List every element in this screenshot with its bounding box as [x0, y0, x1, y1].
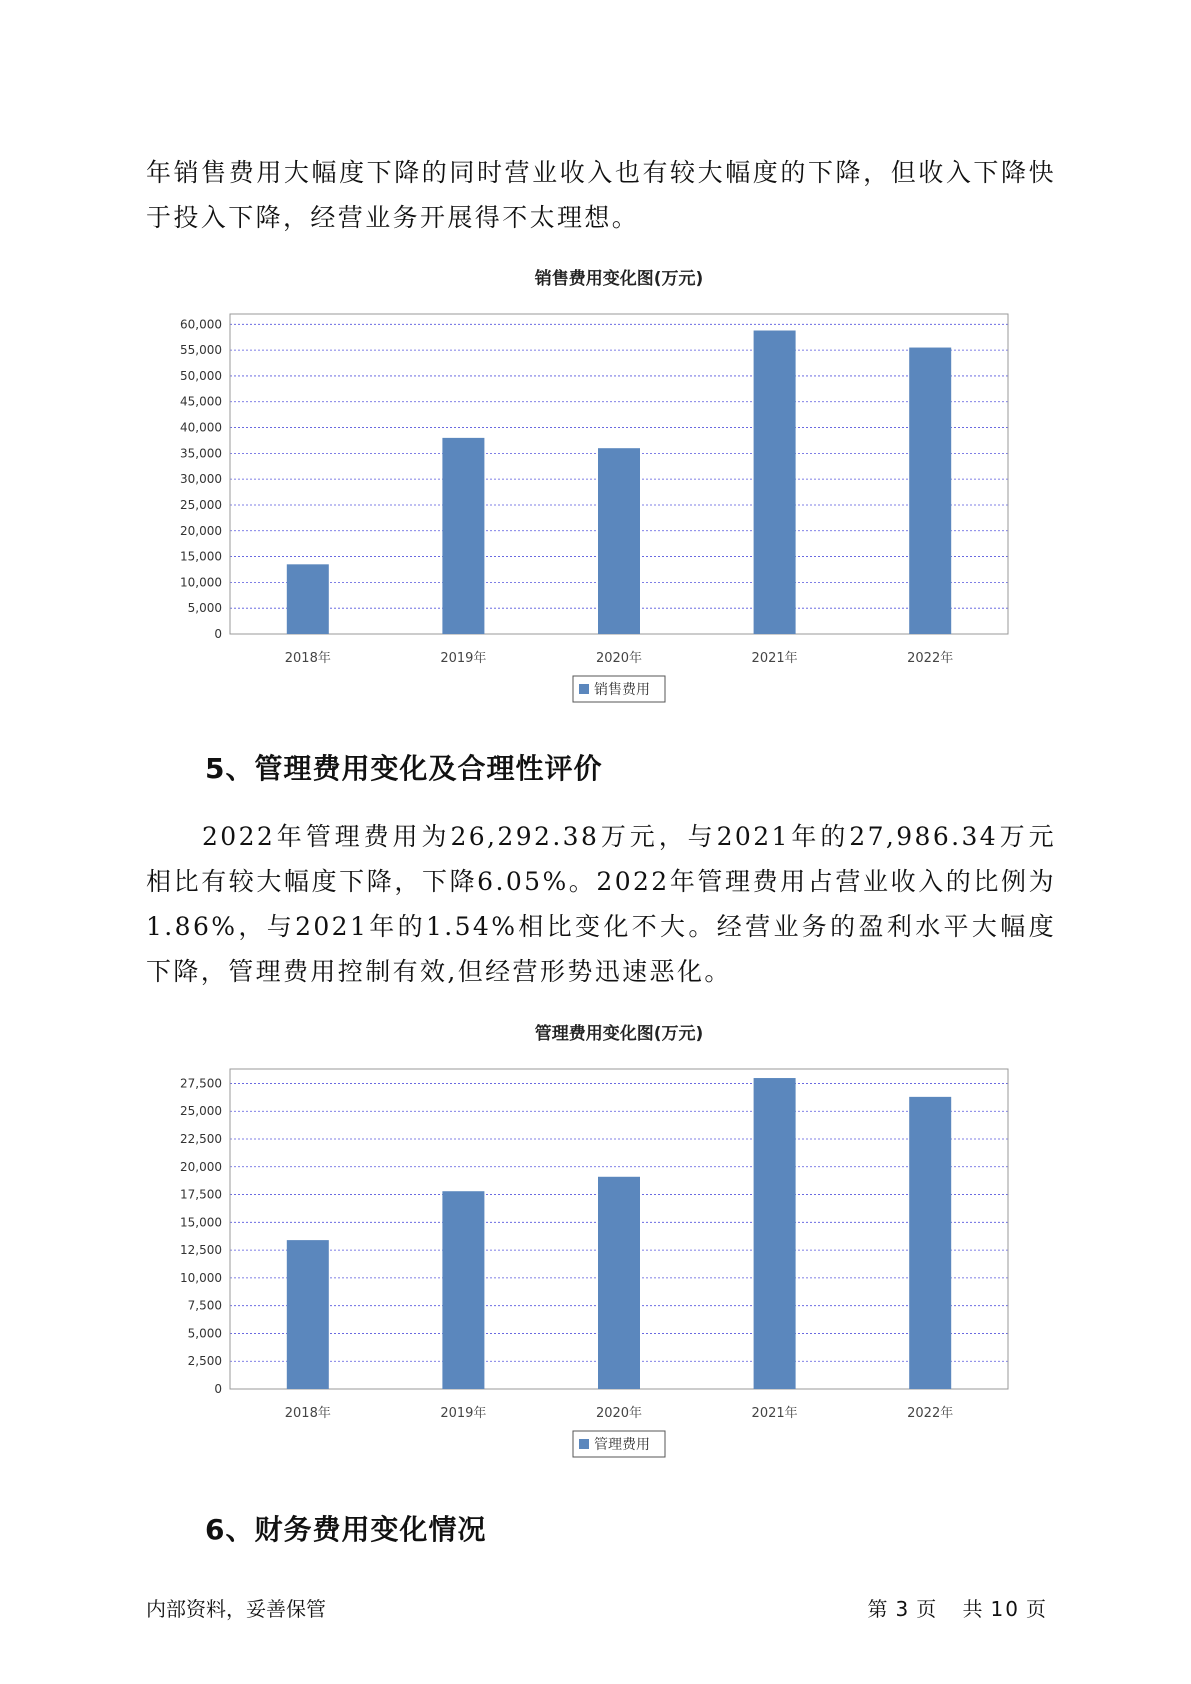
x-tick-label: 2019年: [440, 651, 487, 666]
page-prefix: 第: [867, 1597, 890, 1621]
footer-page-info: [867, 1593, 1054, 1622]
total-unit: 页: [1026, 1597, 1048, 1621]
y-tick-label: 25,000: [180, 497, 222, 512]
bar: [598, 448, 640, 634]
page-number: 3: [895, 1597, 911, 1621]
y-tick-label: 10,000: [180, 575, 222, 590]
footer-confidential-note: 内部资料，妥善保管: [146, 1597, 326, 1621]
y-tick-label: 20,000: [180, 1159, 222, 1174]
section-heading-6: 6、财务费用变化情况: [205, 1513, 487, 1546]
x-tick-label: 2022年: [907, 1406, 954, 1421]
y-tick-label: 60,000: [180, 317, 222, 332]
sales-expense-chart: [140, 262, 1040, 722]
paragraph-management-expense-analysis: 2022年管理费用为26,292.38万元，与2021年的27,986.34万元相比有较大幅度下降，下降6.05%。2022年管理费用占营业收入的比例为1.86%，与2021年的1.54%相比变化不大。经营业务的盈利水平大幅度下降，管理费用控制有效,但经营形势迅速恶化。: [146, 822, 1056, 986]
page-unit: 页: [916, 1597, 939, 1621]
y-tick-label: 27,500: [180, 1076, 222, 1091]
x-tick-label: 2018年: [284, 651, 331, 666]
total-number: 10: [990, 1597, 1020, 1621]
y-tick-label: 7,500: [187, 1298, 222, 1313]
bar: [909, 1097, 951, 1389]
legend-label: 销售费用: [594, 682, 650, 698]
y-tick-label: 25,000: [180, 1104, 222, 1119]
y-tick-label: 0: [214, 1382, 222, 1396]
y-tick-label: 30,000: [180, 472, 222, 487]
y-tick-label: 15,000: [180, 1215, 222, 1230]
x-tick-label: 2021年: [751, 651, 798, 666]
bar: [754, 331, 796, 634]
management-expense-chart: [140, 1017, 1040, 1477]
bar: [442, 438, 484, 634]
y-tick-label: 5,000: [187, 601, 222, 616]
y-tick-label: 10,000: [180, 1270, 222, 1285]
y-tick-label: 35,000: [180, 446, 222, 461]
y-tick-label: 50,000: [180, 368, 222, 383]
bar: [287, 1240, 329, 1389]
y-tick-label: 45,000: [180, 394, 222, 409]
y-tick-label: 2,500: [187, 1354, 222, 1369]
bar: [442, 1191, 484, 1389]
x-tick-label: 2019年: [440, 1406, 487, 1421]
bar: [287, 564, 329, 634]
legend-swatch: [579, 1439, 589, 1449]
legend-label: 管理费用: [594, 1437, 650, 1453]
paragraph-sales-expense-summary: 年销售费用大幅度下降的同时营业收入也有较大幅度的下降，但收入下降快于投入下降，经营业务开展得不太理想。: [146, 158, 1056, 232]
y-tick-label: 22,500: [180, 1132, 222, 1146]
x-tick-label: 2021年: [751, 1406, 798, 1421]
chart-title: 销售费用变化图(万元): [534, 269, 704, 289]
y-tick-label: 5,000: [187, 1326, 222, 1341]
bar: [754, 1078, 796, 1389]
x-tick-label: 2020年: [595, 651, 643, 666]
y-tick-label: 55,000: [180, 343, 222, 358]
chart-svg: [140, 262, 1040, 722]
total-prefix: 共: [962, 1597, 985, 1621]
bar: [909, 348, 951, 634]
bar: [598, 1177, 640, 1389]
y-tick-label: 12,500: [180, 1243, 222, 1258]
x-tick-label: 2022年: [907, 651, 954, 666]
x-tick-label: 2020年: [595, 1406, 643, 1421]
legend-swatch: [579, 684, 589, 694]
chart-svg: [140, 1017, 1040, 1477]
chart-title: 管理费用变化图(万元): [534, 1024, 704, 1044]
y-tick-label: 20,000: [180, 523, 222, 538]
x-tick-label: 2018年: [284, 1406, 331, 1421]
y-tick-label: 17,500: [180, 1187, 222, 1202]
y-tick-label: 0: [214, 627, 222, 641]
y-tick-label: 15,000: [180, 549, 222, 564]
y-tick-label: 40,000: [180, 420, 222, 435]
section-heading-5: 5、管理费用变化及合理性评价: [205, 752, 603, 785]
